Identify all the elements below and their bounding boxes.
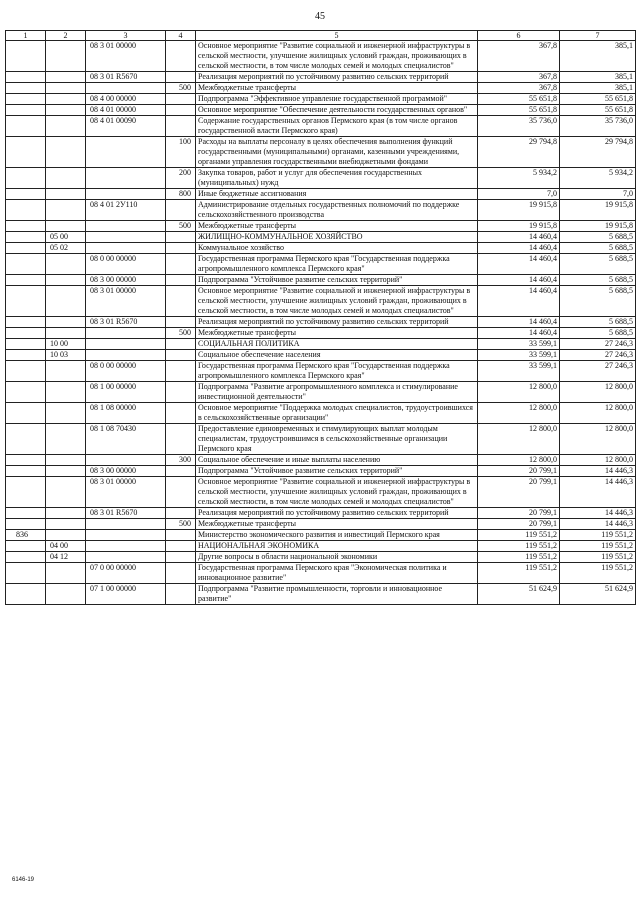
item-name: Государственная программа Пермского края "Государственная поддержка агропромышленного комплекса Пермского края": [196, 361, 478, 382]
target-item-code: [86, 168, 166, 189]
amount-year-2: 119 551,2: [560, 541, 636, 552]
amount-year-1: 33 599,1: [478, 339, 560, 350]
table-row: [6, 94, 636, 105]
amount-year-2: 12 800,0: [560, 424, 636, 455]
amount-year-1: 119 551,2: [478, 552, 560, 563]
expense-type-code: [166, 200, 196, 221]
chapter-code: [6, 424, 46, 455]
table-row: [6, 339, 636, 350]
expense-type-code: [166, 232, 196, 243]
target-item-code: [86, 350, 166, 361]
amount-year-1: 12 800,0: [478, 424, 560, 455]
section-code: [46, 189, 86, 200]
item-name: Предоставление единовременных и стимулирующих выплат молодым специалистам, трудоустроившимся в сельскохозяйственные организации Пермского края: [196, 424, 478, 455]
expense-type-code: [166, 584, 196, 605]
amount-year-2: 119 551,2: [560, 552, 636, 563]
amount-year-2: 385,1: [560, 83, 636, 94]
table-row: [6, 243, 636, 254]
section-code: [46, 455, 86, 466]
table-row: [6, 137, 636, 168]
item-name: Межбюджетные трансферты: [196, 328, 478, 339]
expense-type-code: [166, 254, 196, 275]
expense-type-code: [166, 530, 196, 541]
section-code: [46, 105, 86, 116]
amount-year-1: 19 915,8: [478, 200, 560, 221]
item-name: Другие вопросы в области национальной экономики: [196, 552, 478, 563]
amount-year-1: 119 551,2: [478, 541, 560, 552]
target-item-code: 08 3 01 R5670: [86, 508, 166, 519]
amount-year-1: 14 460,4: [478, 317, 560, 328]
section-code: [46, 83, 86, 94]
amount-year-1: 119 551,2: [478, 530, 560, 541]
expense-type-code: [166, 424, 196, 455]
item-name: Реализация мероприятий по устойчивому развитию сельских территорий: [196, 317, 478, 328]
chapter-code: [6, 508, 46, 519]
table-row: [6, 254, 636, 275]
table-row: [6, 72, 636, 83]
amount-year-1: 7,0: [478, 189, 560, 200]
chapter-code: [6, 477, 46, 508]
expense-type-code: 500: [166, 328, 196, 339]
target-item-code: [86, 541, 166, 552]
table-row: [6, 382, 636, 403]
expense-type-code: [166, 286, 196, 317]
target-item-code: 07 1 00 00000: [86, 584, 166, 605]
section-code: [46, 530, 86, 541]
column-header: 6: [478, 31, 560, 41]
amount-year-2: 14 446,3: [560, 508, 636, 519]
target-item-code: [86, 221, 166, 232]
chapter-code: [6, 83, 46, 94]
section-code: [46, 519, 86, 530]
item-name: Подпрограмма "Развитие агропромышленного комплекса и стимулирование инвестиционной деятельности": [196, 382, 478, 403]
chapter-code: [6, 584, 46, 605]
amount-year-2: 5 688,5: [560, 286, 636, 317]
item-name: Государственная программа Пермского края "Государственная поддержка агропромышленного комплекса Пермского края": [196, 254, 478, 275]
expense-type-code: [166, 275, 196, 286]
table-row: [6, 328, 636, 339]
target-item-code: [86, 243, 166, 254]
chapter-code: [6, 382, 46, 403]
amount-year-2: 51 624,9: [560, 584, 636, 605]
section-code: 04 00: [46, 541, 86, 552]
table-row: [6, 168, 636, 189]
target-item-code: 08 3 00 00000: [86, 466, 166, 477]
amount-year-1: 12 800,0: [478, 403, 560, 424]
table-row: [6, 350, 636, 361]
target-item-code: 08 4 01 00000: [86, 105, 166, 116]
amount-year-1: 55 651,8: [478, 94, 560, 105]
item-name: Закупка товаров, работ и услуг для обеспечения государственных (муниципальных) нужд: [196, 168, 478, 189]
expense-type-code: [166, 94, 196, 105]
table-row: [6, 424, 636, 455]
chapter-code: [6, 189, 46, 200]
amount-year-2: 119 551,2: [560, 530, 636, 541]
amount-year-2: 55 651,8: [560, 105, 636, 116]
section-code: [46, 424, 86, 455]
expense-type-code: [166, 243, 196, 254]
table-row: [6, 83, 636, 94]
table-row: [6, 530, 636, 541]
item-name: Коммунальное хозяйство: [196, 243, 478, 254]
column-header: 7: [560, 31, 636, 41]
expense-type-code: [166, 41, 196, 72]
target-item-code: [86, 232, 166, 243]
target-item-code: 07 0 00 00000: [86, 563, 166, 584]
section-code: [46, 41, 86, 72]
section-code: [46, 168, 86, 189]
section-code: [46, 563, 86, 584]
expense-type-code: [166, 116, 196, 137]
section-code: [46, 221, 86, 232]
table-row: [6, 552, 636, 563]
amount-year-1: 14 460,4: [478, 286, 560, 317]
amount-year-2: 12 800,0: [560, 382, 636, 403]
amount-year-2: 19 915,8: [560, 200, 636, 221]
item-name: Межбюджетные трансферты: [196, 221, 478, 232]
amount-year-1: 20 799,1: [478, 466, 560, 477]
column-header: 5: [196, 31, 478, 41]
item-name: Расходы на выплаты персоналу в целях обеспечения выполнения функций государственными (муниципальными) органами, казенными учреждениями, органами управления государственными внебюджетными фондами: [196, 137, 478, 168]
target-item-code: [86, 530, 166, 541]
chapter-code: [6, 455, 46, 466]
footer-code: 6146-19: [12, 877, 35, 883]
table-row: [6, 317, 636, 328]
item-name: Администрирование отдельных государственных полномочий по поддержке сельскохозяйственного производства: [196, 200, 478, 221]
section-code: [46, 137, 86, 168]
expense-type-code: 800: [166, 189, 196, 200]
expense-type-code: [166, 477, 196, 508]
section-code: [46, 286, 86, 317]
item-name: Основное мероприятие "Развитие социальной и инженерной инфраструктуры в сельской местности, улучшение жилищных условий граждан, проживающих в сельской местности, в том числе молодых семей и молодых специалистов": [196, 477, 478, 508]
target-item-code: 08 3 00 00000: [86, 275, 166, 286]
target-item-code: [86, 455, 166, 466]
amount-year-2: 29 794,8: [560, 137, 636, 168]
chapter-code: [6, 519, 46, 530]
section-code: [46, 584, 86, 605]
table-row: [6, 189, 636, 200]
chapter-code: [6, 41, 46, 72]
page-number: 45: [315, 11, 325, 22]
expense-type-code: 300: [166, 455, 196, 466]
table-row: [6, 541, 636, 552]
expense-type-code: [166, 466, 196, 477]
table-row: [6, 361, 636, 382]
item-name: Подпрограмма "Устойчивое развитие сельских территорий": [196, 275, 478, 286]
amount-year-2: 12 800,0: [560, 455, 636, 466]
table-row: [6, 508, 636, 519]
table-row: [6, 584, 636, 605]
amount-year-2: 5 688,5: [560, 232, 636, 243]
amount-year-1: 12 800,0: [478, 455, 560, 466]
amount-year-1: 14 460,4: [478, 254, 560, 275]
chapter-code: [6, 254, 46, 275]
section-code: [46, 200, 86, 221]
amount-year-2: 14 446,3: [560, 477, 636, 508]
table-body: [6, 41, 636, 605]
table-row: [6, 200, 636, 221]
chapter-code: [6, 137, 46, 168]
chapter-code: [6, 286, 46, 317]
item-name: СОЦИАЛЬНАЯ ПОЛИТИКА: [196, 339, 478, 350]
target-item-code: 08 3 01 00000: [86, 286, 166, 317]
item-name: Основное мероприятие "Обеспечение деятельности государственных органов": [196, 105, 478, 116]
chapter-code: [6, 541, 46, 552]
chapter-code: [6, 243, 46, 254]
item-name: Межбюджетные трансферты: [196, 519, 478, 530]
expense-type-code: 500: [166, 221, 196, 232]
target-item-code: 08 0 00 00000: [86, 361, 166, 382]
table-row: [6, 403, 636, 424]
item-name: НАЦИОНАЛЬНАЯ ЭКОНОМИКА: [196, 541, 478, 552]
section-code: [46, 94, 86, 105]
amount-year-1: 29 794,8: [478, 137, 560, 168]
expense-type-code: [166, 105, 196, 116]
amount-year-2: 19 915,8: [560, 221, 636, 232]
chapter-code: 836: [6, 530, 46, 541]
amount-year-2: 5 688,5: [560, 317, 636, 328]
table-row: [6, 41, 636, 72]
column-header: 2: [46, 31, 86, 41]
table-row: [6, 105, 636, 116]
item-name: ЖИЛИЩНО-КОММУНАЛЬНОЕ ХОЗЯЙСТВО: [196, 232, 478, 243]
section-code: [46, 72, 86, 83]
chapter-code: [6, 94, 46, 105]
chapter-code: [6, 221, 46, 232]
chapter-code: [6, 72, 46, 83]
amount-year-2: 119 551,2: [560, 563, 636, 584]
table-row: [6, 232, 636, 243]
item-name: Содержание государственных органов Пермского края (в том числе органов государственной власти Пермского края): [196, 116, 478, 137]
section-code: 04 12: [46, 552, 86, 563]
amount-year-1: 20 799,1: [478, 519, 560, 530]
target-item-code: [86, 519, 166, 530]
amount-year-1: 35 736,0: [478, 116, 560, 137]
target-item-code: [86, 137, 166, 168]
table-row: [6, 563, 636, 584]
amount-year-1: 367,8: [478, 83, 560, 94]
expense-type-code: 200: [166, 168, 196, 189]
column-header: 3: [86, 31, 166, 41]
amount-year-1: 55 651,8: [478, 105, 560, 116]
table-row: [6, 519, 636, 530]
column-header: 4: [166, 31, 196, 41]
table-row: [6, 286, 636, 317]
amount-year-2: 14 446,3: [560, 519, 636, 530]
item-name: Подпрограмма "Устойчивое развитие сельских территорий": [196, 466, 478, 477]
expense-type-code: 500: [166, 519, 196, 530]
chapter-code: [6, 403, 46, 424]
amount-year-2: 7,0: [560, 189, 636, 200]
expense-type-code: 500: [166, 83, 196, 94]
target-item-code: [86, 83, 166, 94]
amount-year-1: 367,8: [478, 72, 560, 83]
target-item-code: 08 1 08 70430: [86, 424, 166, 455]
amount-year-1: 20 799,1: [478, 508, 560, 519]
item-name: Министерство экономического развития и инвестиций Пермского края: [196, 530, 478, 541]
expense-type-code: [166, 350, 196, 361]
section-code: [46, 254, 86, 275]
amount-year-1: 119 551,2: [478, 563, 560, 584]
chapter-code: [6, 350, 46, 361]
chapter-code: [6, 339, 46, 350]
target-item-code: [86, 552, 166, 563]
section-code: 05 02: [46, 243, 86, 254]
table-row: [6, 466, 636, 477]
amount-year-1: 33 599,1: [478, 361, 560, 382]
amount-year-1: 20 799,1: [478, 477, 560, 508]
expense-type-code: [166, 508, 196, 519]
item-name: Реализация мероприятий по устойчивому развитию сельских территорий: [196, 72, 478, 83]
section-code: [46, 361, 86, 382]
section-code: [46, 466, 86, 477]
amount-year-1: 14 460,4: [478, 232, 560, 243]
chapter-code: [6, 328, 46, 339]
amount-year-2: 35 736,0: [560, 116, 636, 137]
target-item-code: 08 3 01 00000: [86, 477, 166, 508]
item-name: Социальное обеспечение населения: [196, 350, 478, 361]
column-number-row: [6, 31, 636, 41]
item-name: Основное мероприятие "Развитие социальной и инженерной инфраструктуры в сельской местности, улучшение жилищных условий граждан, проживающих в сельской местности, в том числе молодых семей и молодых специалистов": [196, 41, 478, 72]
chapter-code: [6, 200, 46, 221]
chapter-code: [6, 317, 46, 328]
table-row: [6, 477, 636, 508]
chapter-code: [6, 563, 46, 584]
amount-year-1: 14 460,4: [478, 243, 560, 254]
table-row: [6, 275, 636, 286]
expense-type-code: [166, 552, 196, 563]
table-row: [6, 221, 636, 232]
item-name: Подпрограмма "Развитие промышленности, торговли и инновационное развитие": [196, 584, 478, 605]
table-row: [6, 116, 636, 137]
amount-year-1: 51 624,9: [478, 584, 560, 605]
chapter-code: [6, 105, 46, 116]
amount-year-1: 14 460,4: [478, 275, 560, 286]
target-item-code: [86, 339, 166, 350]
section-code: [46, 328, 86, 339]
target-item-code: 08 3 01 R5670: [86, 317, 166, 328]
amount-year-2: 385,1: [560, 41, 636, 72]
amount-year-2: 14 446,3: [560, 466, 636, 477]
item-name: Социальное обеспечение и иные выплаты населению: [196, 455, 478, 466]
chapter-code: [6, 168, 46, 189]
item-name: Государственная программа Пермского края "Экономическая политика и инновационное развитие": [196, 563, 478, 584]
chapter-code: [6, 361, 46, 382]
chapter-code: [6, 232, 46, 243]
expense-type-code: [166, 382, 196, 403]
amount-year-1: 5 934,2: [478, 168, 560, 189]
expense-type-code: 100: [166, 137, 196, 168]
target-item-code: [86, 189, 166, 200]
amount-year-2: 5 688,5: [560, 328, 636, 339]
amount-year-2: 55 651,8: [560, 94, 636, 105]
target-item-code: 08 4 00 00000: [86, 94, 166, 105]
target-item-code: 08 3 01 R5670: [86, 72, 166, 83]
item-name: Основное мероприятие "Поддержка молодых специалистов, трудоустроившихся в сельскохозяйственные организации": [196, 403, 478, 424]
item-name: Подпрограмма "Эффективное управление государственной программой": [196, 94, 478, 105]
target-item-code: 08 1 08 00000: [86, 403, 166, 424]
section-code: [46, 508, 86, 519]
chapter-code: [6, 275, 46, 286]
budget-table: [5, 30, 636, 605]
section-code: [46, 116, 86, 137]
section-code: [46, 317, 86, 328]
amount-year-1: 367,8: [478, 41, 560, 72]
section-code: 05 00: [46, 232, 86, 243]
expense-type-code: [166, 403, 196, 424]
expense-type-code: [166, 361, 196, 382]
item-name: Межбюджетные трансферты: [196, 83, 478, 94]
target-item-code: 08 0 00 00000: [86, 254, 166, 275]
table-row: [6, 455, 636, 466]
amount-year-1: 14 460,4: [478, 328, 560, 339]
expense-type-code: [166, 563, 196, 584]
section-code: 10 00: [46, 339, 86, 350]
amount-year-2: 27 246,3: [560, 350, 636, 361]
amount-year-2: 27 246,3: [560, 339, 636, 350]
target-item-code: [86, 328, 166, 339]
amount-year-2: 5 934,2: [560, 168, 636, 189]
amount-year-1: 19 915,8: [478, 221, 560, 232]
expense-type-code: [166, 339, 196, 350]
chapter-code: [6, 552, 46, 563]
target-item-code: 08 4 01 00090: [86, 116, 166, 137]
section-code: [46, 382, 86, 403]
item-name: Иные бюджетные ассигнования: [196, 189, 478, 200]
amount-year-1: 33 599,1: [478, 350, 560, 361]
expense-type-code: [166, 541, 196, 552]
section-code: 10 03: [46, 350, 86, 361]
expense-type-code: [166, 72, 196, 83]
expense-type-code: [166, 317, 196, 328]
column-header: 1: [6, 31, 46, 41]
amount-year-2: 27 246,3: [560, 361, 636, 382]
amount-year-2: 5 688,5: [560, 254, 636, 275]
chapter-code: [6, 116, 46, 137]
amount-year-2: 5 688,5: [560, 243, 636, 254]
item-name: Основное мероприятие "Развитие социальной и инженерной инфраструктуры в сельской местности, улучшение жилищных условий граждан, проживающих в сельской местности, в том числе молодых семей и молодых специалистов": [196, 286, 478, 317]
amount-year-2: 385,1: [560, 72, 636, 83]
section-code: [46, 403, 86, 424]
chapter-code: [6, 466, 46, 477]
target-item-code: 08 4 01 2У110: [86, 200, 166, 221]
amount-year-2: 12 800,0: [560, 403, 636, 424]
target-item-code: 08 3 01 00000: [86, 41, 166, 72]
section-code: [46, 477, 86, 508]
item-name: Реализация мероприятий по устойчивому развитию сельских территорий: [196, 508, 478, 519]
section-code: [46, 275, 86, 286]
amount-year-2: 5 688,5: [560, 275, 636, 286]
target-item-code: 08 1 00 00000: [86, 382, 166, 403]
amount-year-1: 12 800,0: [478, 382, 560, 403]
